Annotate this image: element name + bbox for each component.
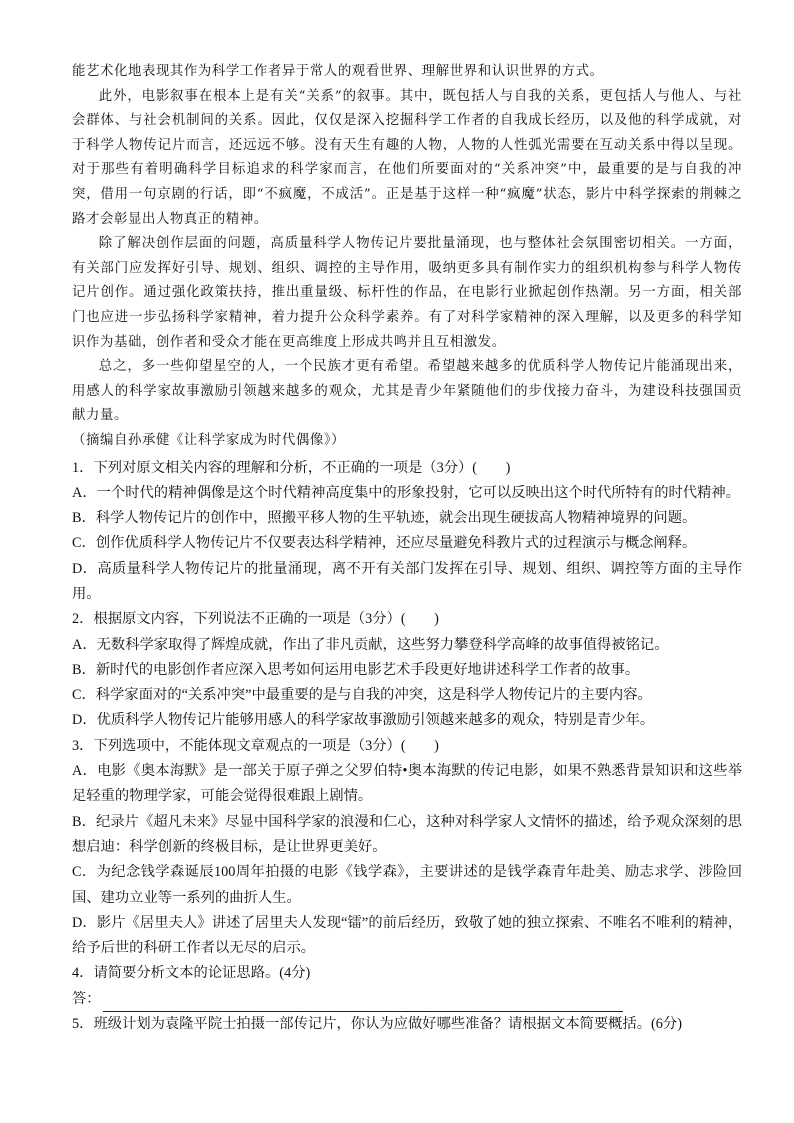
- answer-underline[interactable]: [103, 993, 623, 1012]
- option-c: C．为纪念钱学森诞辰100周年拍摄的电影《钱学森》，主要讲述的是钱学森青年赴美、励志求学、涉险回国、建功立业等一系列的曲折人生。: [72, 864, 742, 906]
- option-c: C．科学家面对的“关系冲突”中最重要的是与自我的冲突，这是科学人物传记片的主要内容。: [72, 687, 652, 704]
- answer-label: 答：: [72, 990, 101, 1007]
- option-a: A．电影《奥本海默》是一部关于原子弹之父罗伯特•奥本海默的传记电影，如果不熟悉背景知识和这些举足轻重的物理学家，可能会觉得很难跟上剧情。: [72, 763, 742, 805]
- option-b: B．纪录片《超凡未来》尽显中国科学家的浪漫和仁心，这种对科学家人文情怀的描述，给予观众深刻的思想启迪：科学创新的终极目标，是让世界更美好。: [72, 813, 742, 855]
- passage-paragraph-1: 此外，电影叙事在根本上是有关“关系”的叙事。其中，既包括人与自我的关系，更包括人与他人、与社会群体、与社会机制间的关系。因此，仅仅是深入挖掘科学工作者的自我成长经历，以及他的科学成就，对于科学人物传记片而言，还远远不够。没有天生有趣的人物，人物的人性弧光需要在互动关系中得以呈现。对于那些有着明确科学目标追求的科学家而言，在他们所要面对的“关系冲突”中，最重要的是与自我的冲突，借用一句京剧的行话，即“不疯魔，不成活”。正是基于这样一种“疯魔”状态，影片中科学探索的荆棘之路才会彰显出人物真正的精神。: [72, 88, 742, 227]
- reading-passage: [72, 60, 742, 454]
- passage-paragraph-2: 除了解决创作层面的问题，高质量科学人物传记片要批量涌现，也与整体社会氛围密切相关。一方面，有关部门应发挥好引导、规划、组织、调控的主导作用，吸纳更多具有制作实力的组织机构参与科学人物传记片创作。通过强化政策扶持，推出重量级、标杆性的作品，在电影行业掀起创作热潮。另一方面，相关部门也应进一步弘扬科学家精神，着力提升公众科学素养。有了对科学家精神的深入理解，以及更多的科学知识作为基础，创作者和受众才能在更高维度上形成共鸣并且互相激发。: [72, 236, 742, 350]
- questions-section: [72, 456, 742, 1038]
- question-stem: 4．请简要分析文本的论证思路。(4分): [72, 965, 311, 982]
- option-b: B．新时代的电影创作者应深入思考如何运用电影艺术手段更好地讲述科学工作者的故事。: [72, 661, 640, 678]
- question-5: [72, 1012, 742, 1037]
- option-d: D．高质量科学人物传记片的批量涌现，离不开有关部门发挥在引导、规划、组织、调控等方面的主导作用。: [72, 560, 742, 602]
- question-stem: 2．根据原文内容，下列说法不正确的一项是（3分）( ): [72, 611, 439, 628]
- question-3: [72, 734, 742, 962]
- question-stem: 3．下列选项中，不能体现文章观点的一项是（3分）( ): [72, 737, 439, 754]
- question-2: [72, 607, 742, 733]
- option-a: A．无数科学家取得了辉煌成就，作出了非凡贡献，这些努力攀登科学高峰的故事值得被铭记。: [72, 636, 669, 653]
- answer-line[interactable]: [72, 987, 742, 1012]
- option-b: B．科学人物传记片的创作中，照搬平移人物的生平轨迹，就会出现生硬拔高人物精神境界的问题。: [72, 510, 697, 527]
- passage-paragraph-0: 能艺术化地表现其作为科学工作者异于常人的观看世界、理解世界和认识世界的方式。: [72, 64, 604, 79]
- passage-source: （摘编自孙承健《让科学家成为时代偶像》）: [72, 432, 346, 448]
- option-c: C．创作优质科学人物传记片不仅要表达科学精神，还应尽量避免科教片式的过程演示与概念阐释。: [72, 535, 697, 552]
- passage-paragraph-3: 总之，多一些仰望星空的人，一个民族才更有希望。希望越来越多的优质科学人物传记片能涌现出来，用感人的科学家故事激励引领越来越多的观众，尤其是青少年紧随他们的步伐接力奋斗，为建设科技强国贡献力量。: [72, 359, 742, 424]
- question-stem: 1．下列对原文相关内容的理解和分析，不正确的一项是（3分）( ): [72, 459, 511, 476]
- option-d: D．优质科学人物传记片能够用感人的科学家故事激励引领越来越多的观众，特别是青少年。: [72, 712, 655, 729]
- question-1: [72, 456, 742, 608]
- question-4: [72, 961, 742, 1011]
- question-stem: 5．班级计划为袁隆平院士拍摄一部传记片，你认为应做好哪些准备？请根据文本简要概括。(6分): [72, 1015, 682, 1032]
- option-a: A．一个时代的精神偶像是这个时代精神高度集中的形象投射，它可以反映出这个时代所特有的时代精神。: [72, 484, 740, 501]
- option-d: D．影片《居里夫人》讲述了居里夫人发现“镭”的前后经历，致敬了她的独立探索、不唯名不唯利的精神，给予后世的科研工作者以无尽的启示。: [72, 914, 742, 957]
